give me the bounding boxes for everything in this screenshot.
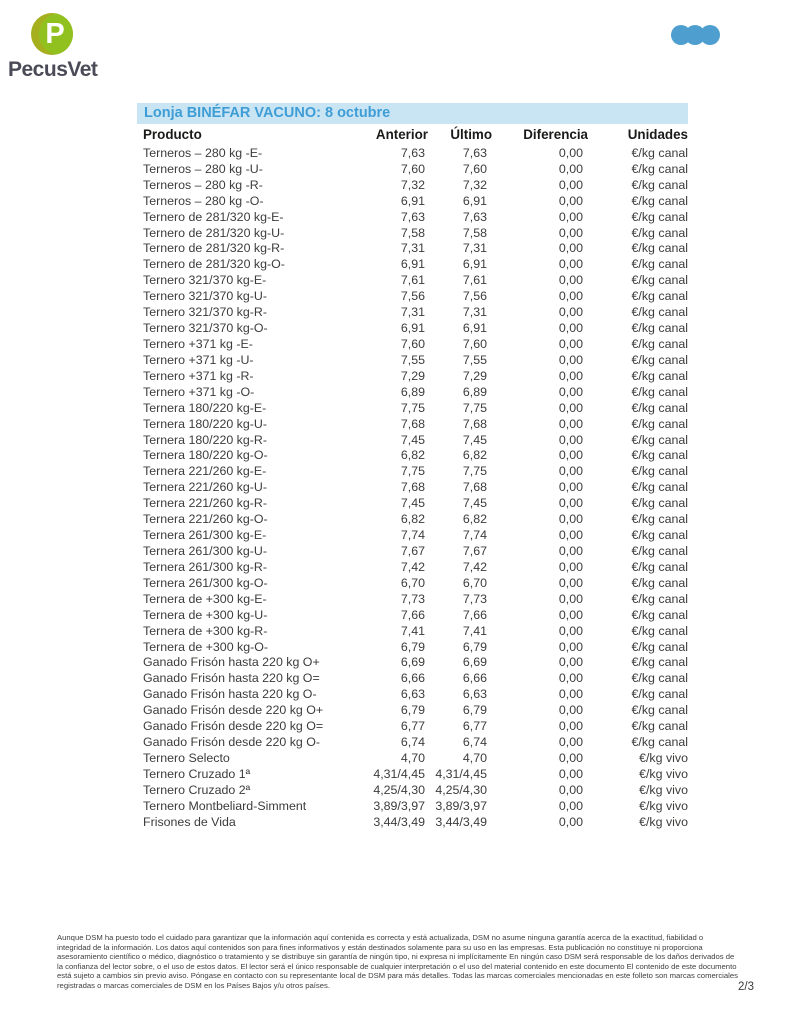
table-row — [137, 288, 688, 304]
pecusvet-logo-icon — [31, 13, 73, 55]
table-cell: Ternera 180/220 kg-O- — [143, 448, 268, 463]
table-cell: 7,66 — [462, 607, 487, 622]
table-cell: 0,00 — [558, 528, 583, 543]
table-cell: 6,74 — [400, 735, 425, 750]
table-row — [137, 575, 688, 591]
table-cell: 7,58 — [400, 225, 425, 240]
table-cell: Ternero 321/370 kg-R- — [143, 305, 267, 320]
table-cell: Ternera 180/220 kg-U- — [143, 416, 267, 431]
table-row — [137, 463, 688, 479]
table-cell: €/kg canal — [631, 161, 688, 176]
table-cell: 7,56 — [462, 289, 487, 304]
table-cell: Ganado Frisón desde 220 kg O+ — [143, 703, 324, 718]
table-row — [137, 623, 688, 639]
three-dots-icon — [671, 25, 720, 45]
table-cell: 0,00 — [558, 782, 583, 797]
price-table — [137, 124, 688, 830]
table-row — [137, 336, 688, 352]
table-row — [137, 352, 688, 368]
table-cell: 0,00 — [558, 400, 583, 415]
table-row — [137, 304, 688, 320]
table-cell: €/kg canal — [631, 719, 688, 734]
table-cell: Ternero 321/370 kg-E- — [143, 273, 267, 288]
table-row — [137, 384, 688, 400]
table-cell: €/kg canal — [631, 655, 688, 670]
table-row — [137, 448, 688, 464]
table-cell: 0,00 — [558, 305, 583, 320]
table-cell: 6,79 — [462, 639, 487, 654]
table-cell: 0,00 — [558, 257, 583, 272]
table-cell: Ternera 221/260 kg-R- — [143, 496, 267, 511]
table-cell: Terneros – 280 kg -E- — [143, 145, 263, 160]
table-cell: Ternera de +300 kg-E- — [143, 591, 267, 606]
table-cell: €/kg canal — [631, 496, 688, 511]
table-cell: 7,31 — [400, 241, 425, 256]
table-cell: 7,63 — [462, 145, 487, 160]
logo-letter: P — [45, 17, 65, 50]
table-cell: 0,00 — [558, 575, 583, 590]
table-cell: 0,00 — [558, 735, 583, 750]
table-cell: €/kg canal — [631, 337, 688, 352]
table-cell: 0,00 — [558, 512, 583, 527]
table-cell: 7,31 — [400, 305, 425, 320]
table-cell: 0,00 — [558, 655, 583, 670]
table-row — [137, 272, 688, 288]
table-cell: 0,00 — [558, 289, 583, 304]
table-cell: €/kg vivo — [639, 766, 688, 781]
table-cell: Ternero Selecto — [143, 750, 230, 765]
legal-disclaimer: Aunque DSM ha puesto todo el cuidado para garantizar que la información aquí contenida es correcta y está actualizada, DSM no asume ninguna garantía acerca de la exactitud, fiabilidad o integridad de la información. Los datos aquí contenidos son para fines informativos y están destinados solamente para su uso en las empresas. Esta publicación no constituye ni proporciona asesoramiento científico o médico, diagnóstico o tratamiento y se distribuye sin garantía de ningún tipo, ni expresa ni implícitamente En ningún caso DSM será responsable de los daños derivados de la confianza del lector sobre, o el uso de estos datos. El lector será el único responsable de cualquier interpretación o el uso del material contenido en este documento El contenido de este documento está sujeto a cambios sin previo aviso. Póngase en contacto con su representante local de DSM para más detalles. Todas las marcas comerciales mencionadas en este folleto son marcas comerciales registradas o marcas comerciales de DSM en los Países Bajos y/u otros países. — [57, 933, 738, 990]
table-cell: 7,45 — [462, 496, 487, 511]
table-cell: 6,91 — [462, 193, 487, 208]
table-cell: €/kg canal — [631, 464, 688, 479]
table-cell: 0,00 — [558, 416, 583, 431]
table-cell: 7,56 — [400, 289, 425, 304]
table-cell: €/kg canal — [631, 177, 688, 192]
table-cell: 7,68 — [400, 416, 425, 431]
table-cell: €/kg canal — [631, 368, 688, 383]
table-cell: 0,00 — [558, 496, 583, 511]
table-cell: 0,00 — [558, 719, 583, 734]
table-cell: Ternera 261/300 kg-O- — [143, 575, 268, 590]
table-cell: 7,45 — [462, 432, 487, 447]
table-cell: 7,63 — [462, 209, 487, 224]
table-cell: 7,75 — [462, 464, 487, 479]
table-cell: Ternero de 281/320 kg-E- — [143, 209, 284, 224]
table-cell: 7,41 — [400, 623, 425, 638]
table-cell: 0,00 — [558, 703, 583, 718]
table-row — [137, 559, 688, 575]
table-row — [137, 416, 688, 432]
table-cell: Ternero +371 kg -E- — [143, 337, 253, 352]
table-cell: 7,61 — [462, 273, 487, 288]
table-cell: 6,91 — [462, 257, 487, 272]
table-cell: 6,91 — [400, 321, 425, 336]
table-cell: 0,00 — [558, 559, 583, 574]
table-cell: €/kg canal — [631, 544, 688, 558]
table-cell: €/kg canal — [631, 289, 688, 304]
table-cell: 0,00 — [558, 814, 583, 829]
table-cell: 6,89 — [462, 384, 487, 399]
table-cell: 7,55 — [462, 352, 487, 367]
table-cell: Ganado Frisón desde 220 kg O= — [143, 719, 324, 734]
table-cell: €/kg canal — [631, 209, 688, 224]
table-cell: 7,29 — [462, 368, 487, 383]
table-cell: €/kg canal — [631, 305, 688, 320]
table-cell: 4,70 — [400, 750, 425, 765]
table-header-row — [137, 124, 688, 145]
table-cell: 0,00 — [558, 671, 583, 686]
table-row — [137, 782, 688, 798]
table-cell: Ternero Montbeliard-Simment — [143, 798, 307, 813]
table-cell: Terneros – 280 kg -R- — [143, 177, 263, 192]
table-cell: 0,00 — [558, 273, 583, 288]
table-cell: 7,41 — [462, 623, 487, 638]
table-cell: 4,31/4,45 — [373, 766, 425, 781]
table-cell: 6,77 — [400, 719, 425, 734]
column-header-diferencia: Diferencia — [523, 127, 588, 142]
table-row — [137, 766, 688, 782]
table-row — [137, 400, 688, 416]
table-cell: 0,00 — [558, 544, 583, 558]
table-row — [137, 543, 688, 559]
table-cell: Ganado Frisón hasta 220 kg O= — [143, 671, 320, 686]
table-row — [137, 225, 688, 241]
table-cell: €/kg canal — [631, 432, 688, 447]
table-cell: €/kg canal — [631, 703, 688, 718]
page-indicator: 2/3 — [738, 981, 754, 993]
table-cell: €/kg canal — [631, 321, 688, 336]
table-cell: 0,00 — [558, 368, 583, 383]
table-cell: Ganado Frisón hasta 220 kg O- — [143, 687, 317, 702]
table-cell: 6,91 — [400, 193, 425, 208]
table-cell: €/kg canal — [631, 687, 688, 702]
table-row — [137, 511, 688, 527]
table-cell: 4,31/4,45 — [435, 766, 487, 781]
table-cell: 0,00 — [558, 464, 583, 479]
table-cell: 7,58 — [462, 225, 487, 240]
table-row — [137, 432, 688, 448]
table-cell: 7,42 — [400, 559, 425, 574]
table-cell: €/kg canal — [631, 257, 688, 272]
table-cell: 0,00 — [558, 161, 583, 176]
table-cell: €/kg canal — [631, 671, 688, 686]
table-cell: €/kg vivo — [639, 814, 688, 829]
price-table-body — [137, 145, 688, 830]
table-cell: €/kg canal — [631, 607, 688, 622]
table-cell: 7,60 — [400, 337, 425, 352]
table-cell: Ternero 321/370 kg-O- — [143, 321, 268, 336]
table-cell: Ternera de +300 kg-O- — [143, 639, 269, 654]
table-row — [137, 798, 688, 814]
table-row — [137, 750, 688, 766]
table-cell: 4,70 — [462, 750, 487, 765]
table-cell: 7,68 — [462, 416, 487, 431]
table-cell: 0,00 — [558, 432, 583, 447]
table-cell: Ternero de 281/320 kg-O- — [143, 257, 285, 272]
table-cell: 0,00 — [558, 193, 583, 208]
table-cell: 0,00 — [558, 639, 583, 654]
table-cell: 0,00 — [558, 623, 583, 638]
table-cell: 0,00 — [558, 352, 583, 367]
table-cell: Ternero de 281/320 kg-U- — [143, 225, 285, 240]
table-row — [137, 479, 688, 495]
table-cell: 6,91 — [400, 257, 425, 272]
price-report — [137, 103, 688, 830]
table-cell: 0,00 — [558, 687, 583, 702]
table-cell: 6,79 — [400, 639, 425, 654]
table-cell: 6,63 — [462, 687, 487, 702]
table-cell: 6,74 — [462, 735, 487, 750]
table-row — [137, 670, 688, 686]
table-row — [137, 734, 688, 750]
table-cell: 6,70 — [462, 575, 487, 590]
table-cell: 0,00 — [558, 607, 583, 622]
table-cell: 0,00 — [558, 766, 583, 781]
table-cell: 7,31 — [462, 241, 487, 256]
table-cell: €/kg canal — [631, 384, 688, 399]
table-cell: €/kg canal — [631, 400, 688, 415]
table-cell: 7,32 — [462, 177, 487, 192]
logo-wordmark: PecusVet — [8, 58, 98, 81]
table-row — [137, 177, 688, 193]
table-cell: 7,60 — [462, 161, 487, 176]
table-cell: 0,00 — [558, 591, 583, 606]
table-row — [137, 527, 688, 543]
table-cell: €/kg canal — [631, 559, 688, 574]
table-cell: 6,69 — [400, 655, 425, 670]
table-cell: 7,63 — [400, 209, 425, 224]
table-cell: 7,66 — [400, 607, 425, 622]
table-row — [137, 241, 688, 257]
table-cell: 0,00 — [558, 750, 583, 765]
table-cell: Ternera de +300 kg-U- — [143, 607, 268, 622]
table-cell: Ternero +371 kg -O- — [143, 384, 255, 399]
table-cell: Ternero Cruzado 1ª — [143, 766, 251, 781]
table-cell: Ternera 221/260 kg-E- — [143, 464, 267, 479]
table-cell: €/kg canal — [631, 352, 688, 367]
table-cell: 3,44/3,49 — [373, 814, 425, 829]
table-cell: Ternero +371 kg -R- — [143, 368, 254, 383]
table-cell: Terneros – 280 kg -U- — [143, 161, 263, 176]
table-cell: 7,45 — [400, 432, 425, 447]
table-cell: 6,82 — [400, 448, 425, 463]
table-cell: 3,89/3,97 — [435, 798, 487, 813]
table-cell: €/kg canal — [631, 528, 688, 543]
table-row — [137, 718, 688, 734]
table-cell: Frisones de Vida — [143, 814, 236, 829]
table-cell: 6,79 — [462, 703, 487, 718]
table-row — [137, 193, 688, 209]
table-cell: 7,29 — [400, 368, 425, 383]
table-cell: 6,91 — [462, 321, 487, 336]
table-cell: Ternero +371 kg -U- — [143, 352, 254, 367]
table-cell: €/kg vivo — [639, 798, 688, 813]
table-cell: €/kg canal — [631, 145, 688, 160]
table-cell: €/kg canal — [631, 448, 688, 463]
table-row — [137, 209, 688, 225]
table-cell: €/kg canal — [631, 639, 688, 654]
table-cell: 4,25/4,30 — [373, 782, 425, 797]
table-cell: 6,82 — [462, 448, 487, 463]
table-cell: €/kg canal — [631, 512, 688, 527]
table-cell: Ternera 261/300 kg-R- — [143, 559, 267, 574]
table-cell: Ternero de 281/320 kg-R- — [143, 241, 285, 256]
table-row — [137, 161, 688, 177]
table-row — [137, 814, 688, 830]
table-cell: 6,89 — [400, 384, 425, 399]
table-row — [137, 655, 688, 671]
table-cell: 7,55 — [400, 352, 425, 367]
table-cell: €/kg canal — [631, 480, 688, 495]
table-cell: 4,25/4,30 — [435, 782, 487, 797]
table-cell: Ternera 180/220 kg-R- — [143, 432, 267, 447]
table-cell: 7,31 — [462, 305, 487, 320]
column-header-ultimo: Último — [450, 127, 492, 142]
table-cell: 0,00 — [558, 798, 583, 813]
table-cell: 3,89/3,97 — [373, 798, 425, 813]
table-cell: 7,68 — [400, 480, 425, 495]
column-header-producto: Producto — [143, 127, 202, 142]
table-cell: €/kg canal — [631, 416, 688, 431]
table-cell: 6,66 — [400, 671, 425, 686]
table-title: Lonja BINÉFAR VACUNO: 8 octubre — [137, 103, 688, 124]
table-cell: Ternera 261/300 kg-E- — [143, 528, 267, 543]
table-cell: 0,00 — [558, 145, 583, 160]
table-cell: Ternera 221/260 kg-U- — [143, 480, 267, 495]
table-cell: 6,69 — [462, 655, 487, 670]
table-cell: 0,00 — [558, 321, 583, 336]
table-row — [137, 702, 688, 718]
table-row — [137, 145, 688, 161]
table-cell: 0,00 — [558, 448, 583, 463]
table-cell: 7,75 — [400, 400, 425, 415]
table-cell: €/kg canal — [631, 575, 688, 590]
table-cell: 7,74 — [462, 528, 487, 543]
table-cell: 6,66 — [462, 671, 487, 686]
table-cell: Ternera de +300 kg-R- — [143, 623, 268, 638]
column-header-unidades: Unidades — [627, 127, 688, 142]
table-cell: €/kg vivo — [639, 750, 688, 765]
table-cell: 0,00 — [558, 384, 583, 399]
table-cell: €/kg canal — [631, 623, 688, 638]
column-header-anterior: Anterior — [375, 127, 428, 142]
table-cell: 7,32 — [400, 177, 425, 192]
table-cell: 6,70 — [400, 575, 425, 590]
table-cell: 0,00 — [558, 241, 583, 256]
table-cell: 6,82 — [400, 512, 425, 527]
table-cell: 7,75 — [462, 400, 487, 415]
table-cell: Ternero 321/370 kg-U- — [143, 289, 267, 304]
table-cell: 6,79 — [400, 703, 425, 718]
table-cell: 0,00 — [558, 225, 583, 240]
table-cell: 6,82 — [462, 512, 487, 527]
table-cell: €/kg canal — [631, 225, 688, 240]
table-cell: €/kg vivo — [639, 782, 688, 797]
table-row — [137, 639, 688, 655]
table-row — [137, 256, 688, 272]
table-cell: 7,45 — [400, 496, 425, 511]
table-cell: Ternera 261/300 kg-U- — [143, 544, 267, 558]
table-cell: 7,60 — [400, 161, 425, 176]
table-row — [137, 686, 688, 702]
table-cell: 7,60 — [462, 337, 487, 352]
table-cell: Ternera 221/260 kg-O- — [143, 512, 268, 527]
table-cell: €/kg canal — [631, 241, 688, 256]
table-cell: 7,73 — [462, 591, 487, 606]
table-cell: 7,73 — [400, 591, 425, 606]
table-row — [137, 320, 688, 336]
table-cell: 7,68 — [462, 480, 487, 495]
table-cell: Ternero Cruzado 2ª — [143, 782, 251, 797]
table-row — [137, 607, 688, 623]
table-cell: Ganado Frisón desde 220 kg O- — [143, 735, 321, 750]
table-row — [137, 591, 688, 607]
table-cell: 6,63 — [400, 687, 425, 702]
table-cell: €/kg canal — [631, 273, 688, 288]
table-cell: €/kg canal — [631, 193, 688, 208]
table-row — [137, 495, 688, 511]
table-cell: 7,75 — [400, 464, 425, 479]
table-cell: €/kg canal — [631, 735, 688, 750]
table-cell: Terneros – 280 kg -O- — [143, 193, 264, 208]
table-cell: 7,42 — [462, 559, 487, 574]
table-cell: 7,61 — [400, 273, 425, 288]
table-cell: 0,00 — [558, 177, 583, 192]
table-cell: 6,77 — [462, 719, 487, 734]
table-cell: 7,67 — [400, 544, 425, 558]
table-cell: 7,63 — [400, 145, 425, 160]
table-row — [137, 368, 688, 384]
table-cell: 7,67 — [462, 544, 487, 558]
table-cell: 0,00 — [558, 480, 583, 495]
table-cell: 0,00 — [558, 337, 583, 352]
table-cell: Ternera 180/220 kg-E- — [143, 400, 267, 415]
table-cell: 7,74 — [400, 528, 425, 543]
table-cell: €/kg canal — [631, 591, 688, 606]
table-cell: 0,00 — [558, 209, 583, 224]
table-cell: Ganado Frisón hasta 220 kg O+ — [143, 655, 320, 670]
table-cell: 3,44/3,49 — [435, 814, 487, 829]
